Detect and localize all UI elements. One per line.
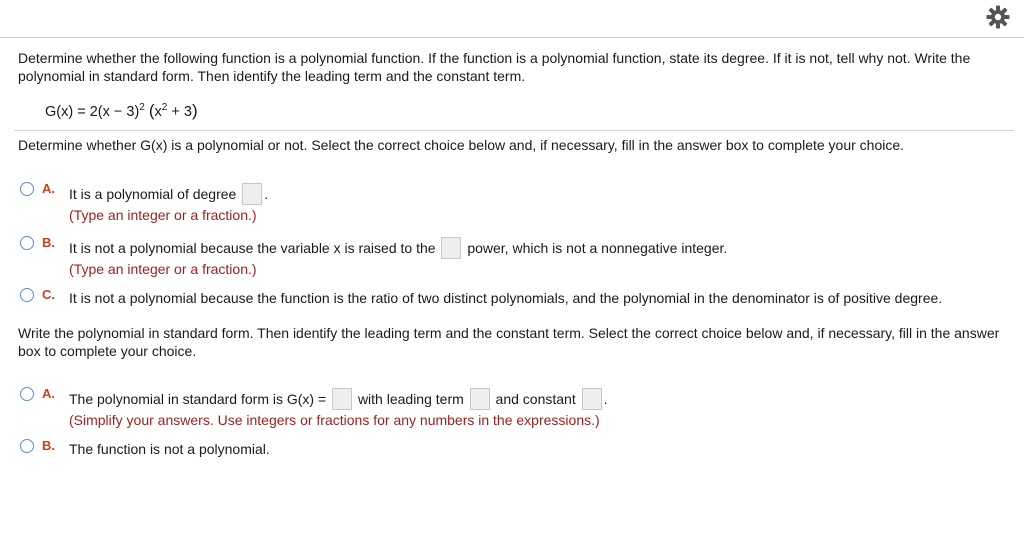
function-close-paren: ) <box>191 101 198 120</box>
part1-prompt: Determine whether G(x) is a polynomial or not. Select the correct choice below and, if necessary, fill in the answer box to complete your choice. <box>18 137 905 153</box>
part1-option-c-letter: C. <box>42 287 55 302</box>
part2-option-b-letter: B. <box>42 438 55 453</box>
part2-option-a-label-1: The polynomial in standard form is G(x) = <box>69 391 327 407</box>
part1-option-a-radio[interactable] <box>20 182 34 196</box>
function-tail: + 3 <box>167 104 192 120</box>
function-exponent-2: 2 <box>161 102 168 113</box>
part1-option-a-text <box>69 183 268 205</box>
part2-option-a-hint: (Simplify your answers. Use integers or fractions for any numbers in the expressions.) <box>69 412 600 428</box>
part1-option-c-text: It is not a polynomial because the function is the ratio of two distinct polynomials, and the polynomial in the denominator is of positive degree. <box>69 290 943 306</box>
question-instructions: Determine whether the following function is a polynomial function. If the function is a polynomial function, state its degree. If it is not, tell why not. Write the polynomial in standard form. Then identify the leading term and the constant term. <box>18 50 971 84</box>
part1-option-a-label: It is a polynomial of degree <box>69 186 237 202</box>
constant-term-answer-box[interactable] <box>582 388 602 410</box>
part2-option-b-radio[interactable] <box>20 439 34 453</box>
section-divider <box>14 130 1014 131</box>
part1-option-a-hint: (Type an integer or a fraction.) <box>69 207 257 223</box>
part2-prompt: Write the polynomial in standard form. Then identify the leading term and the constant term. Select the correct choice below and, if necessary, fill in the answer box to complete your choice. <box>18 325 1000 359</box>
part1-option-b-label: It is not a polynomial because the variable x is raised to the <box>69 240 436 256</box>
part2-option-a-text <box>69 388 608 410</box>
part1-option-b-hint: (Type an integer or a fraction.) <box>69 261 257 277</box>
gear-icon[interactable] <box>985 4 1011 30</box>
standard-form-answer-box[interactable] <box>332 388 352 410</box>
part2-option-b-text: The function is not a polynomial. <box>69 441 270 457</box>
function-open-paren: ( <box>148 101 155 120</box>
part1-option-b-radio[interactable] <box>20 236 34 250</box>
function-exponent-1: 2 <box>139 102 145 113</box>
power-answer-box[interactable] <box>441 237 461 259</box>
part2-option-a-radio[interactable] <box>20 387 34 401</box>
degree-answer-box[interactable] <box>242 183 262 205</box>
part1-option-b-suffix: power, which is not a nonnegative integer. <box>467 240 728 256</box>
part1-option-a-letter: A. <box>42 181 55 196</box>
part1-option-a-suffix: . <box>264 186 269 202</box>
part1-option-c-radio[interactable] <box>20 288 34 302</box>
part1-option-b-letter: B. <box>42 235 55 250</box>
function-expression <box>45 101 198 121</box>
part2-option-a-label-3: and constant <box>495 391 576 407</box>
leading-term-answer-box[interactable] <box>470 388 490 410</box>
header-divider <box>0 37 1024 38</box>
function-lhs: G(x) = 2(x − 3) <box>45 104 140 120</box>
part2-option-a-label-4: . <box>603 391 608 407</box>
part1-option-b-text <box>69 237 727 259</box>
part2-option-a-letter: A. <box>42 386 55 401</box>
function-mid: x <box>154 104 162 120</box>
part2-option-a-label-2: with leading term <box>357 391 464 407</box>
